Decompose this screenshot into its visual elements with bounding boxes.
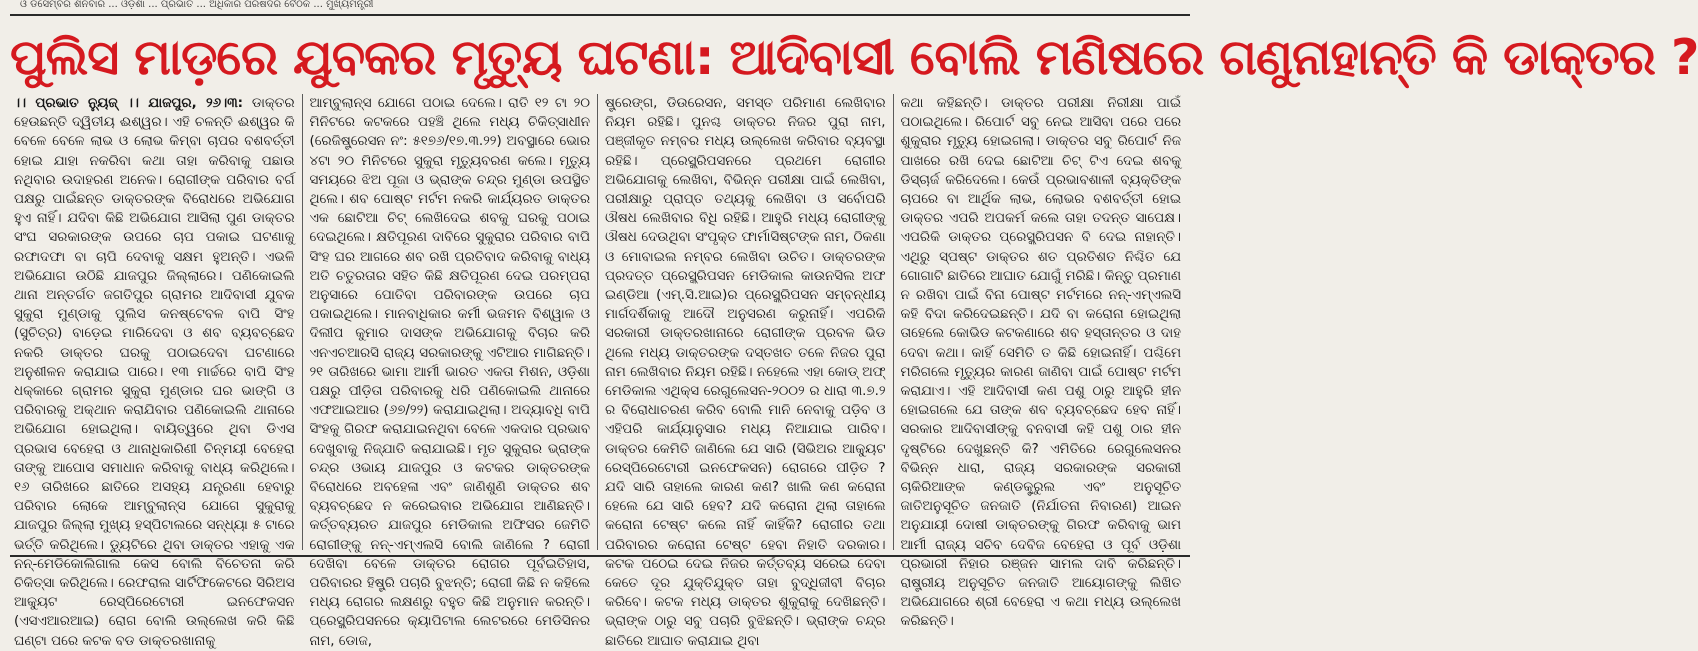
article-column-3 bbox=[597, 94, 893, 649]
article-column-2 bbox=[302, 94, 598, 649]
headline: ପୁଲିସ ମାଡ଼ରେ ଯୁବକର ମୃତ୍ୟୁ ଘଟଣା: ଆଦିବାସୀ ବୋଲି ମଣିଷରେ ଗଣୁନାହାନ୍ତି କି ଡାକ୍ତର ? bbox=[10, 29, 1698, 86]
top-strip-text: ଓ ଡିସେମ୍ବର ଶନିବାର ... ଓଡ଼ିଶା ... ପ୍ରଭାତ ... ଅଧିକାର ପରିଷଦର ବୈଠକ ... ମୁଖ୍ୟମନ୍ତ୍ରୀ bbox=[20, 0, 374, 10]
dateline: ।। ପ୍ରଭାତ ନ୍ୟୁଜ୍ ।। ଯାଜପୁର, ୨୬।୩: bbox=[14, 96, 243, 111]
article-column-4 bbox=[893, 94, 1189, 630]
column-text: ଡାକ୍ତର ହେଉଛନ୍ତି ଦ୍ୱିତୀୟ ଈଶ୍ୱର। ଏହି ଚଳନ୍ତି ଈଶ୍ୱର କି ବେଳେ ବେଳେ ଲାଭ ଓ ଲୋଭ କିମ୍ବା ଚାପର ବଶବର୍ତ୍ତୀ ହୋଇ ଯାହା ନକରିବା କଥା ତାହା କରିବାକୁ ପଛାଉ ନଥିବାର ଉଦାହରଣ ଅନେକ। ରୋଗୀଙ୍କ ପରିବାର ବର୍ଗ ପକ୍ଷରୁ ପାଇଁଛନ୍ତ ଡାକ୍ତରଙ୍କ ବିରୋଧରେ ଅଭିଯୋଗ ହୁଏ ନାହିଁ। ଯଦିବା କିଛି ଅଭିଯୋଗ ଆସିଲା ପୁଣ ଡାକ୍ତର ସଂଘ ସରକାରଙ୍କ ଉପରେ ଚାପ ପକାଇ ଘଟଣାକୁ ରଫାଦଫା ବା ଚାପି ଦେବାକୁ ସକ୍ଷମ ହୁଅନ୍ତି। ଏଭଳି ଅଭିଯୋଗ ଉଠିଛି ଯାଜପୁର ଜିଲ୍ଲାରେ। ପଣିକୋଇଲି ଥାନା ଅନ୍ତର୍ଗତ ଜଗତିପୁର ଗ୍ରାମର ଆଦିବାସୀ ଯୁବକ ସୁକୁରା ମୁଣ୍ଡାକୁ ପୁଲିସ କନଷ୍ଟେବଳ ବାପି ସିଂହ (ସୁଚିତ୍ର) ବାଡ଼େଇ ମାରିଦେବା ଓ ଶବ ବ୍ୟବଚ୍ଛେଦ ନକରି ଡାକ୍ତର ଘରକୁ ପଠାଇଦେବା ଘଟଣାରେ ଅନୁଶୀଳନ କରାଯାଇ ପାରେ। ୧୩ ମାର୍ଚ୍ଚରେ ବାପି ସିଂହ ଧକ୍କାରେ ଗ୍ରାମର ସୁକୁରା ମୁଣ୍ଡାର ଘର ଭାଙ୍ଗି ଓ ପରିବାରକୁ ଅକ୍ଥାନ କରାଯିବାର ପଣିକୋଇଲି ଥାନାରେ ଅଭିଯୋଗ ହୋଇଥିଲା। ବାୟିତ୍ୱରେ ଥିବା ଡିଏସ ପ୍ରଭାସ ବେହେରା ଓ ଥାନାଧିକାରିଣୀ ଚିନ୍ମୟୀ ବେହେରା ତାଙ୍କୁ ଆପୋସ ସମାଧାନ କରିବାକୁ ବାଧ୍ୟ କରିଥିଲେ। ୧୬ ତାରିଖରେ ଛାତିରେ ଅସହ୍ୟ ଯନ୍ତ୍ରଣା ହେବାରୁ ପରିବାର ଲୋକେ ଆମ୍ବୁଲାନ୍ସ ଯୋଗେ ସୁକୁରାକୁ ଯାଜପୁର ଜିଲ୍ଲା ମୁଖ୍ୟ ହସ୍ପିଟାଲରେ ସନ୍ଧ୍ୟା ୫ ଟାରେ ଭର୍ତ୍ତି କରିଥିଲେ। ଡ୍ୟୁଟିରେ ଥିବା ଡାକ୍ତର ଏହାକୁ ଏକ ନନ୍-ମେଡିକୋଲିଗାଲ କେସ ବୋଲି ବିଚେତନା କରି ଚିକିତ୍ସା କରିଥିଲେ। ରେଫରାଲ ସାର୍ଟିଫିକେଟରେ ସିରିଅସ ଆକ୍ୟୁଟ ରେସ୍ପିରେଟୋରୀ ଇନଫେକସନ (ଏସଏଆରଆଇ) ରୋଗ ବୋଲି ଉଲ୍ଲେଖ କରି କିଛି ଘଣ୍ଟା ପରେ କଟକ ବଡ ଡାକ୍ତରଖାନାକୁ bbox=[14, 96, 295, 649]
column-text: କଥା କହିଛନ୍ତି। ଡାକ୍ତର ପରୀକ୍ଷା ନିରୀକ୍ଷା ପାଇଁ ପଠାଇଥିଲେ। ରିପୋର୍ଟ ସବୁ ନେଇ ଆସିବା ପରେ ପରେ ଶୁକୁରାର ମୃତ୍ୟୁ ହୋଇଗଲା। ଡାକ୍ତର ସବୁ ରିପୋର୍ଟ ନିଜ ପାଖରେ ରଖି ଦେଇ ଛୋଟିଆ ଚିଟ୍ ଟିଏ ଦେଇ ଶବକୁ ଡିସ୍ଚାର୍ଜ କରିଦେଲେ। କେଉଁ ପ୍ରଭାବଶାଳୀ ବ୍ୟକ୍ତିଙ୍କ ଚାପରେ ବା ଆର୍ଥିକ ଲାଭ, ଲୋଭର ବଶବର୍ତ୍ତୀ ହୋଇ ଡାକ୍ତର ଏପରି ଅପକର୍ମ କଲେ ତାହା ତଦନ୍ତ ସାପେକ୍ଷ। ଏପରିକି ଡାକ୍ତର ପ୍ରେସ୍କ୍ରିପସନ ବି ଦେଇ ନାହାନ୍ତି। ଏଥିରୁ ସ୍ପଷ୍ଟ ଡାକ୍ତର ଶତ ପ୍ରତିଶତ ନିଶ୍ଚିତ ଯେ ଗୋଗାଟି ଛାତିରେ ଆଘାତ ଯୋଗୁଁ ମରିଛି। କିନ୍ତୁ ପ୍ରମାଣ ନ ରଖିବା ପାଇଁ ବିନା ପୋଷ୍ଟ ମର୍ଟମରେ ନନ୍-ଏମ୍ଏଲସି କହି ବିଦା କରିଦେଇଛନ୍ତି। ଯଦି ବା କରୋନା ହୋଇଥିଲା ତାହେଲେ କୋଭିଡ କଟକଣାରେ ଶବ ହସ୍ତାନ୍ତର ଓ ଦାହ ଦେବା କଥା। କାହିଁ ସେମିତି ତ କିଛି ହୋଇନାହିଁ। ପଶ୍ଚିମେ ମରିଗଲେ ମୃତ୍ୟୁର କାରଣ ଜାଣିବା ପାଇଁ ପୋଷ୍ଟ ମର୍ଟମ କରାଯାଏ। ଏହି ଆଦିବାସୀ କଣ ପଶୁ ଠାରୁ ଆହୁରି ହୀନ ହୋଇଗଲେ ଯେ ତାଙ୍କ ଶବ ବ୍ୟବଚ୍ଛେଦ ହେବ ନାହିଁ। ସରକାର ଆଦିବାସୀଙ୍କୁ ବନବାସୀ କହି ପଶୁ ଠାର ହୀନ ଦୃଷ୍ଟିରେ ଦେଖୁଛନ୍ତି କି? ଏମିତିରେ ରେଗୁଲେସନର ବିଭିନ୍ନ ଧାରା, ରାଜ୍ୟ ସରକାରଙ୍କ ସରକାରୀ ଚାକିରିଆଙ୍କ କଣ୍ଡକ୍ଟ୍ରୁଲ ଏବଂ ଅନୁସୂଚିତ ଜାତିଅନୁସୂଚିତ ଜନଜାତି (ନିର୍ଯାତନା ନିବାରଣ) ଆଇନ ଅନୁଯାୟୀ ଦୋଷୀ ଡାକ୍ତରଙ୍କୁ ଗିରଫ କରିବାକୁ ଭାମ ଆର୍ମୀ ରାଜ୍ୟ ସଚିବ ଦେବିଜ ବେହେରା ଓ ପୂର୍ବ ଓଡ଼ିଶା ପ୍ରଭାରୀ ନିହାର ରଞ୍ଜନ ସାମଲ ଦାବି କରିଛନ୍ତି। ରାଷ୍ଟ୍ରୀୟ ଅନୁସୂଚିତ ଜନଜାତି ଆୟୋଗଙ୍କୁ ଲିଖିତ ଅଭିଯୋଗରେ ଶ୍ରୀ ବେହେରା ଏ କଥା ମଧ୍ୟ ଉଲ୍ଲେଖ କରିଛନ୍ତି। bbox=[900, 96, 1181, 630]
article-body bbox=[12, 94, 1188, 649]
bottom-divider bbox=[10, 555, 1190, 557]
article-column-1 bbox=[12, 94, 302, 649]
column-text: ଷ୍ଟ୍ରେଙ୍ଗ, ଡିଉରେସନ, ସମସ୍ତ ପରିମାଣ ଲେଖିବାର ନିୟମ ରହିଛି। ପୁନଶ୍ଚ ଡାକ୍ତର ନିଜର ପୁରା ନାମ, ପଞ୍ଜୀକୃତ ନମ୍ବର ମଧ୍ୟ ଉଲ୍ଲେଖ କରିବାର ବ୍ୟବସ୍ଥା ରହିଛି। ପ୍ରେସ୍କ୍ରିପସନରେ ପ୍ରଥମେ ରୋଗୀର ଅଭିଯୋଗକୁ ଲେଖିବା, ବିଭିନ୍ନ ପରୀକ୍ଷା ପାଇଁ ଲେଖିବା, ପରୀକ୍ଷାରୁ ପ୍ରାପ୍ତ ତଥ୍ୟକୁ ଲେଖିବା ଓ ସର୍ବୋପରି ଔଷଧ ଲେଖିବାର ବିଧି ରହିଛି। ଆହୁରି ମଧ୍ୟ ରୋଗୀଙ୍କୁ ଔଷଧ ଦେଉଥିବା ସଂପୃକ୍ତ ଫାର୍ମାସିଷ୍ଟଙ୍କ ନାମ, ଠିକଣା ଓ ମୋବାଇଲ ନମ୍ବର ଲେଖିବା ଉଚିତ। ଡାକ୍ତରଙ୍କ ପ୍ରଦତ୍ତ ପ୍ରେସ୍କ୍ରିପସନ ମେଡିକାଲ କାଉନସିଲ ଅଫ ଇଣ୍ଡିଆ (ଏମ୍.ସି.ଆଇ)ର ପ୍ରେସ୍କ୍ରିପସନ ସମ୍ବନ୍ଧୀୟ ମାର୍ଗଦର୍ଶିକାକୁ ଆଦୌ ଅନୁସରଣ କରୁନାହିଁ। ଏପରିକି ସରକାରୀ ଡାକ୍ତରଖାନାରେ ରୋଗୀଙ୍କ ପ୍ରବଳ ଭିଡ ଥିଲେ ମଧ୍ୟ ଡାକ୍ତରଙ୍କ ଦସ୍ତଖତ ତଳେ ନିଜର ପୁରା ନାମ ଲେଖିବାର ନିୟମ ରହିଛି। ନହେଲେ ଏହା କୋଡ୍ ଅଫ୍ ମେଡିକାଲ ଏଥିକ୍ସ ରେଗୁଲେସନ-୨୦୦୨ ର ଧାରା ୩.୭.୨ ର ବିରୋଧାଚରଣ କରିବ ବୋଲି ମାନି ନେବାକୁ ପଡ଼ିବ ଓ ଏହିପରି କାର୍ଯ୍ୟାନୁସାର ମଧ୍ୟ ନିଆଯାଇ ପାରିବ। ଡାକ୍ତର କେମିତି ଜାଣିଲେ ଯେ ସାରି (ସିଭିଅର ଆକ୍ୟୁଟ ରେସ୍ପିରେଟୋରୀ ଇନଫେକସନ) ରୋଗରେ ପୀଡ଼ିତ ? ଯଦି ସାରି ତାହାଲେ କାରଣ କଣ? ଖାଲି କଣ କରୋନା ହେଲେ ଯେ ସାରି ହେବ? ଯଦି କରୋନା ଥିଲା ତାହାଲେ କରୋନା ଟେଷ୍ଟ କଲେ ନାହିଁ କାହିଁକି? ରୋଗୀର ତଥା ପରିବାରର କରୋନା ଟେଷ୍ଟ ହେବା ନିହାତି ଦରକାର। କଟକ ପଠେଇ ଦେଇ ନିଜର କର୍ତ୍ତବ୍ୟ ସରେଇ ଦେବା କେତେ ଦୂର ଯୁକ୍ତିଯୁକ୍ତ ତାହା ବୁଦ୍ଧିଜୀବୀ ବିଚାର କରିବେ। କଟକ ମଧ୍ୟ ଡାକ୍ତର ଶୁକୁରାକୁ ଦେଖିଛନ୍ତି। ଭ୍ରାଙ୍କ ଠାରୁ ସବୁ ପଚାରି ବୁଝିଛନ୍ତି। ଭ୍ରାଙ୍କ ଚନ୍ଦ୍ର ଛାତିରେ ଆଘାତ କରାଯାଇ ଥିବା bbox=[605, 96, 886, 649]
top-divider bbox=[10, 14, 1190, 16]
column-text: ଆମ୍ବୁଲାନ୍ସ ଯୋଗେ ପଠାଇ ଦେଲେ। ରାତି ୧୨ ଟା ୨୦ ମିନିଟରେ କଟକରେ ପହଞ୍ଚି ଥିଲେ ମଧ୍ୟ ଚିକିତ୍ସାଧୀନ (ରେଜିଷ୍ଟ୍ରେସନ ନଂ: ୫୧୭୬/୧୭.୩.୨୨) ଅବସ୍ଥାରେ ଭୋର ୪ଟା ୨୦ ମିନିଟରେ ସୁକୁରା ମୃତ୍ୟୁବରଣ କଲେ। ମୃତ୍ୟୁ ସମୟରେ ଝିଅ ପୂଜା ଓ ଭ୍ରାଙ୍କ ଚନ୍ଦ୍ର ମୁଣ୍ଡା ଉପସ୍ଥିତ ଥିଲେ। ଶବ ପୋଷ୍ଟ ମର୍ଟମ ନକରି କାର୍ଯ୍ୟରତ ଡାକ୍ତର ଏକ ଛୋଟିଆ ଚିଟ୍ ଲେଖିଦେଇ ଶବକୁ ଘରକୁ ପଠାଇ ଦେଇଥିଲେ। କ୍ଷତିପୂରଣ ଦାବିରେ ସୁକୁରାର ପରିବାର ବାପି ସିଂହ ଘର ଆଗରେ ଶବ ରଖି ପ୍ରତିବାଦ କରିବାକୁ ବାଧ୍ୟ ଅତି ଚତୁରତାର ସହିତ କିଛି କ୍ଷତିପୂରଣ ଦେଇ ପରମ୍ପରା ଅନୁସାରେ ପୋତିବା ପରିବାରଙ୍କ ଉପରେ ଚାପ ପକାଇଥିଲେ। ମାନବାଧିକାର କର୍ମୀ ଭଜମନ ବିଶ୍ୱାଳ ଓ ଦିଲୀପ କୁମାର ଦାସଙ୍କ ଅଭିଯୋଗକୁ ବିଚାର କରି ଏନଏଚଆରସି ରାଜ୍ୟ ସରକାରଙ୍କୁ ଏଟିଆର ମାଗିଛନ୍ତି। ୨୧ ତାରିଖରେ ଭାମା ଆର୍ମୀ ଭାରତ ଏକତା ମିଶନ, ଓଡ଼ିଶା ପକ୍ଷରୁ ପୀଡ଼ିତା ପରିବାରକୁ ଧରି ପଣିକୋଇଲି ଥାନାରେ ଏଫଆଇଆର (୬୭/୨୨) କରାଯାଇଥିଲା। ଅଦ୍ୟାବଧି ବାପି ସିଂହକୁ ଗିରଫ କରାଯାଇନଥିବା ବେଳେ ଏକଦାର ପ୍ରଭାବ ଦେଖୁବାକୁ ନିଜ୍ଯାତି କରାଯାଇଛି। ମୃତ ସୁକୁରାର ଭ୍ରାଙ୍କ ଚନ୍ଦ୍ର ଓଭାୟ ଯାଜପୁର ଓ କଟକର ଡାକ୍ତରଙ୍କ ବିରୋଧରେ ଅବହେଳା ଏବଂ ଜାଣିଶୁଣି ଡାକ୍ତର ଶବ ବ୍ୟବଚ୍ଛେଦ ନ କରେଇବାର ଅଭିଯୋଗ ଆଣିଛନ୍ତି। କର୍ତ୍ତବ୍ୟରତ ଯାଜପୁର ମେଡିକାଲ ଅଫିସର ଜେମିତି ରୋଗୀଙ୍କୁ ନନ୍-ଏମ୍ଏଲସି ବୋଲି ଜାଣିଲେ ? ରୋଗୀ ଦେଖିବା ବେଳେ ଡାକ୍ତର ରୋଗର ପୂର୍ବଇତିହାସ, ପରିବାରର ହିଷ୍ଟ୍ରି ପଚାରି ବୁଝନ୍ତି; ରୋଗୀ କିଛି ନ କହିଲେ ମଧ୍ୟ ରୋଗର ଲକ୍ଷଣରୁ ବହୁତ କିଛି ଅନୁମାନ କରନ୍ତି। ପ୍ରେସ୍କ୍ରିପସନରେ କ୍ୟାପିଟାଲ ଲେଟରରେ ମେଡିସିନର ନାମ, ଡୋଜ, bbox=[309, 96, 590, 649]
